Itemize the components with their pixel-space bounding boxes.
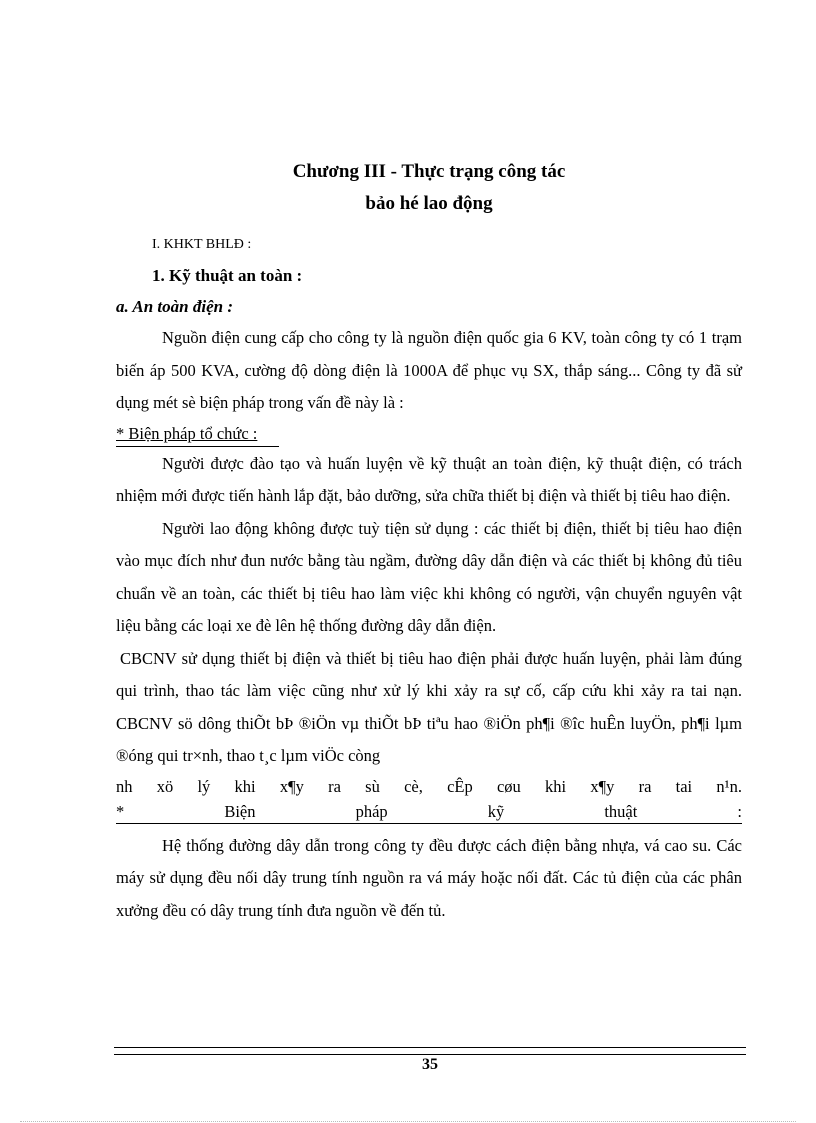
chapter-title-line-2: bảo hé lao động [365,193,493,214]
page-bottom-border [20,1121,796,1122]
spread-word: cøu [496,776,521,796]
spread-word: pháp [355,801,388,821]
chapter-title-line-1: Chương III - Thực trạng công tác [292,161,566,182]
spread-word: xö [156,776,174,796]
spread-word: : [737,801,742,821]
spread-word: cÊp [447,776,473,796]
page-number: 35 [422,1056,438,1073]
page-content [116,156,742,927]
spread-word: x¶y [590,776,615,796]
spread-word: lý [197,776,211,796]
paragraph-cbcnv-last-line [116,773,742,801]
paragraph-usage-rules: Người lao động không được tuỳ tiện sử dụng : các thiết bị điện, thiết bị tiêu hao điện vào mục đích như đun nước bằng tàu ngầm, đường dây dẫn điện và các thiết bị không đủ tiêu chuẩn về an toàn, các thiết bị tiêu hao làm việc khi không có người, vận chuyển nguyên vật liệu bằng các loại xe đè lên hệ thống đường dây dẫn điện. [116,518,742,635]
spread-word: Biện [224,801,256,821]
paragraph-wiring-insulation: Hệ thống đường dây dẫn trong công ty đều được cách điện bằng nhựa, vá cao su. Các máy sử dụng đều nối dây trung tính nguồn ra vá máy hoặc nối đất. Các tủ điện của các phân xưởng đều có dây trung tính đưa nguồn về đến tủ. [116,835,742,920]
paragraph-trained-personnel: Người được đào tạo và huấn luyện về kỹ thuật an toàn điện, kỹ thuật điện, có trách nhiệm mới được tiến hành lắp đặt, bảo dưỡng, sửa chữa thiết bị điện và thiết bị tiêu hao điện. [116,453,742,505]
spread-word: kỹ [487,801,505,821]
spread-word: thuật [604,801,638,821]
section-heading: I. KHKT BHLĐ : [152,237,252,252]
spread-word: khi [234,776,256,796]
paragraph-power-supply: Nguồn điện cung cấp cho công ty là nguồn điện quốc gia 6 KV, toàn công ty có 1 trạm biến áp 500 KVA, cường độ dòng điện là 1000A để phục vụ SX, thắp sáng... Công ty đã sử dụng mét sè biện pháp trong vấn đề này là : [116,328,742,412]
subheading-organizational-text: * Biện pháp tổ chức : [116,422,279,447]
subheading-organizational-measures [116,420,742,448]
spread-word: nh [116,776,133,796]
spread-word: ra [328,776,341,796]
subheading-technical-measures [116,801,742,824]
spread-word: khi [545,776,567,796]
subsection-heading: 1. Kỹ thuật an toàn : [152,266,303,285]
item-heading-a: a. An toàn điện : [116,297,233,316]
spread-word: n¹n. [716,776,742,796]
spread-word: sù [365,776,380,796]
spread-word: x¶y [279,776,304,796]
paragraph-cbcnv-training: CBCNV sử dụng thiết bị điện và thiết bị tiêu hao điện phải được huấn luyện, phải làm đúng qui trình, thao tác làm việc cũng như xử lý khi xảy ra sự cố, cấp cứu khi xảy ra tai nạn. CBCNV sö dông thiÕt bÞ ®iÖn vµ thiÕt bÞ tiªu hao ®iÖn ph¶i ®îc huÊn luyÖn, ph¶i lµm ®óng qui tr×nh, thao t¸c lµm viÖc còng [116,648,742,765]
spread-word: tai [675,776,693,796]
spread-word: cè, [404,776,423,796]
spread-word: ra [638,776,652,796]
spread-word: * [116,801,125,821]
